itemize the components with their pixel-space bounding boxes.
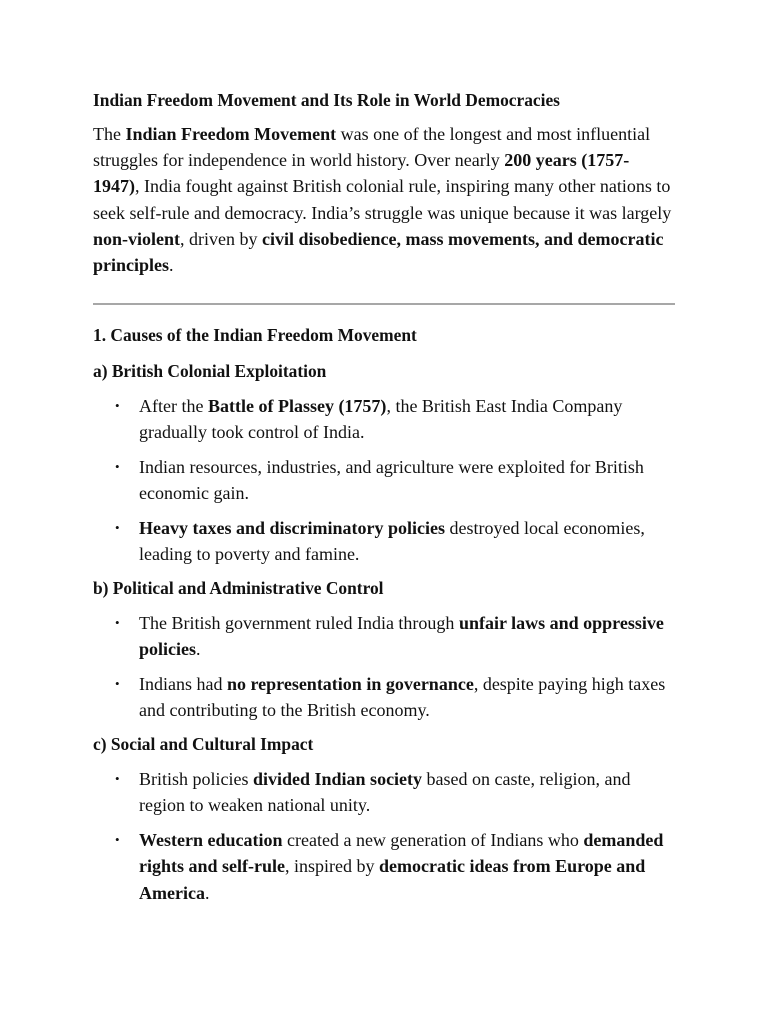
list-item bbox=[93, 766, 675, 818]
bullet-icon: • bbox=[115, 459, 120, 475]
list-item-text: Western education created a new generation of Indians who demanded rights and self-rule, inspired by democratic ideas from Europe and America. bbox=[139, 830, 664, 903]
bullet-icon: • bbox=[115, 398, 120, 414]
intro-paragraph: The Indian Freedom Movement was one of the longest and most influential struggles for independence in world history. Over nearly 200 years (1757-1947), India fought against British colonial rule, inspiring many other nations to seek self-rule and democracy. India’s struggle was unique because it was largely non-violent, driven by civil disobedience, mass movements, and democratic principles. bbox=[93, 124, 672, 276]
list-item-text: Indian resources, industries, and agriculture were exploited for British economic gain. bbox=[139, 457, 644, 504]
subsection-heading-political-control: b) Political and Administrative Control bbox=[93, 578, 384, 599]
subsection-heading-colonial-exploitation: a) British Colonial Exploitation bbox=[93, 361, 327, 382]
list-item-text: The British government ruled India through unfair laws and oppressive policies. bbox=[139, 613, 664, 660]
list-item bbox=[93, 610, 675, 662]
bullet-icon: • bbox=[115, 615, 120, 631]
subsection-heading-social-impact: c) Social and Cultural Impact bbox=[93, 734, 314, 755]
bullet-list-political-control bbox=[93, 610, 675, 723]
list-item-text: British policies divided Indian society based on caste, religion, and region to weaken national unity. bbox=[139, 769, 631, 816]
list-item bbox=[93, 393, 675, 445]
bullet-icon: • bbox=[115, 771, 120, 787]
document-page bbox=[93, 88, 675, 914]
section-heading-causes: 1. Causes of the Indian Freedom Movement bbox=[93, 325, 417, 346]
bullet-icon: • bbox=[115, 676, 120, 692]
list-item bbox=[93, 515, 675, 567]
bullet-icon: • bbox=[115, 520, 120, 536]
list-item-text: After the Battle of Plassey (1757), the British East India Company gradually took control of India. bbox=[139, 396, 623, 443]
bullet-icon: • bbox=[115, 832, 120, 848]
list-item bbox=[93, 454, 675, 506]
list-item-text: Heavy taxes and discriminatory policies destroyed local economies, leading to poverty and famine. bbox=[139, 518, 645, 565]
list-item bbox=[93, 827, 675, 906]
list-item bbox=[93, 671, 675, 723]
bullet-list-colonial-exploitation bbox=[93, 393, 675, 567]
document-title: Indian Freedom Movement and Its Role in World Democracies bbox=[93, 90, 560, 110]
list-item-text: Indians had no representation in governance, despite paying high taxes and contributing to the British economy. bbox=[139, 674, 666, 721]
section-divider bbox=[93, 303, 675, 305]
bullet-list-social-impact bbox=[93, 766, 675, 906]
